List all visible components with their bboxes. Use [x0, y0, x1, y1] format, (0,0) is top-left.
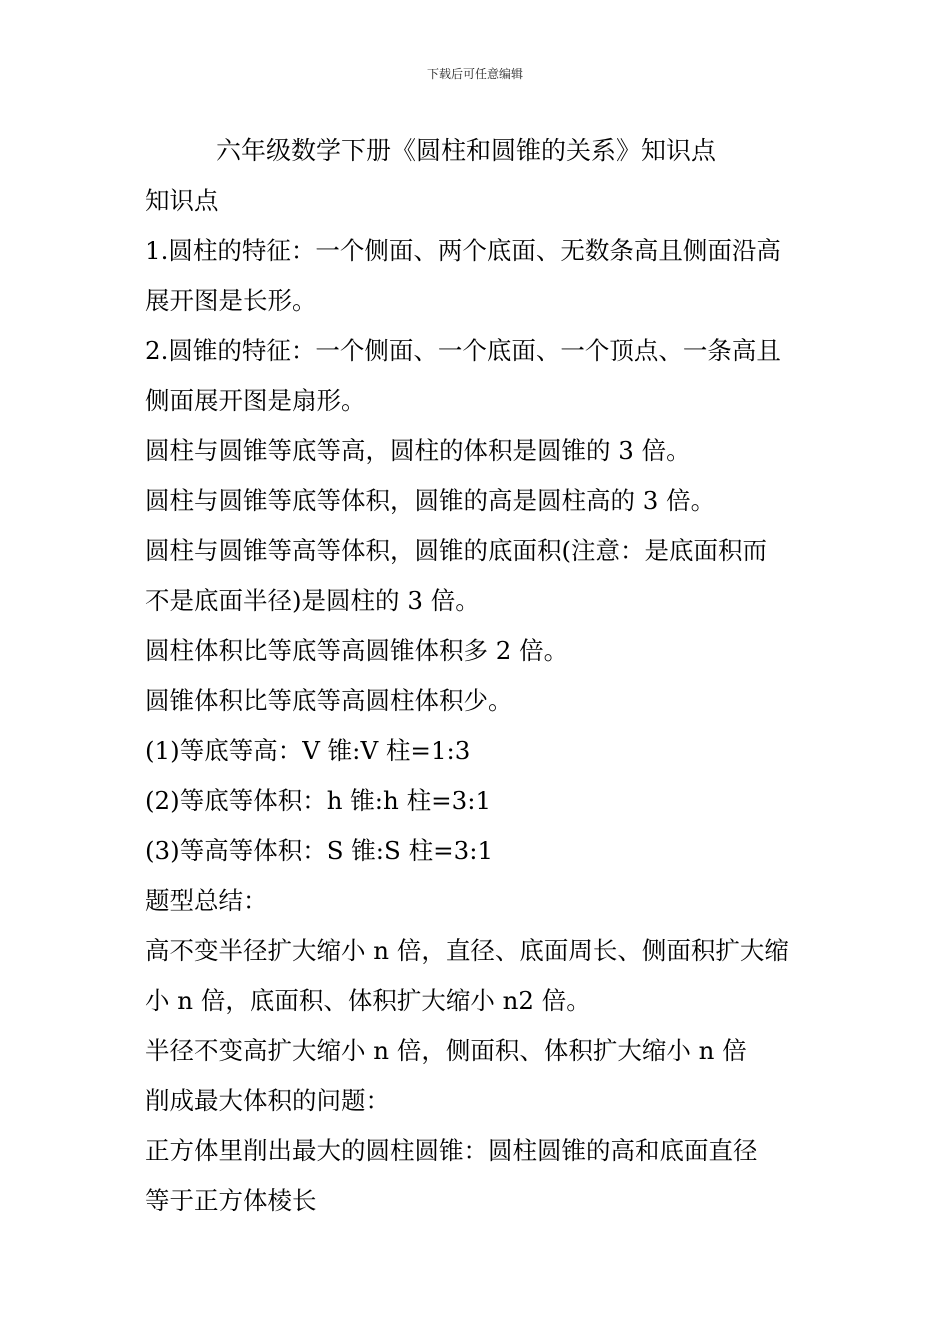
body-line: 半径不变高扩大缩小 n 倍，侧面积、体积扩大缩小 n 倍: [145, 1036, 747, 1065]
body-line: 1.圆柱的特征：一个侧面、两个底面、无数条高且侧面沿高: [145, 236, 781, 265]
body-line: 圆锥体积比等底等高圆柱体积少。: [145, 686, 513, 715]
body-line: (3)等高等体积：S 锥:S 柱=3:1: [145, 836, 494, 865]
document-title: 六年级数学下册《圆柱和圆锥的关系》知识点: [216, 136, 717, 165]
body-line: 高不变半径扩大缩小 n 倍，直径、底面周长、侧面积扩大缩: [145, 936, 789, 965]
body-line: 圆柱体积比等底等高圆锥体积多 2 倍。: [145, 636, 569, 665]
body-line: 圆柱与圆锥等底等体积，圆锥的高是圆柱高的 3 倍。: [145, 486, 716, 515]
body-line: 等于正方体棱长: [145, 1186, 317, 1215]
body-line: 2.圆锥的特征：一个侧面、一个底面、一个顶点、一条高且: [145, 336, 781, 365]
body-line: 小 n 倍，底面积、体积扩大缩小 n2 倍。: [145, 986, 591, 1015]
body-line: 侧面展开图是扇形。: [145, 386, 366, 415]
body-line: 圆柱与圆锥等高等体积，圆锥的底面积(注意：是底面积而: [145, 536, 768, 565]
body-line: (2)等底等体积：h 锥:h 柱=3:1: [145, 786, 492, 815]
body-line: 不是底面半径)是圆柱的 3 倍。: [145, 586, 480, 615]
body-line: 题型总结：: [145, 886, 268, 915]
body-line: 削成最大体积的问题：: [145, 1086, 390, 1115]
body-line: 知识点: [145, 186, 219, 215]
body-line: 圆柱与圆锥等底等高，圆柱的体积是圆锥的 3 倍。: [145, 436, 691, 465]
body-line: (1)等底等高：V 锥:V 柱=1:3: [145, 736, 471, 765]
page-header-note: 下载后可任意编辑: [426, 67, 523, 81]
body-line: 展开图是长形。: [145, 286, 317, 315]
document-body: [145, 180, 825, 1230]
body-line: 正方体里削出最大的圆柱圆锥：圆柱圆锥的高和底面直径: [145, 1136, 758, 1165]
